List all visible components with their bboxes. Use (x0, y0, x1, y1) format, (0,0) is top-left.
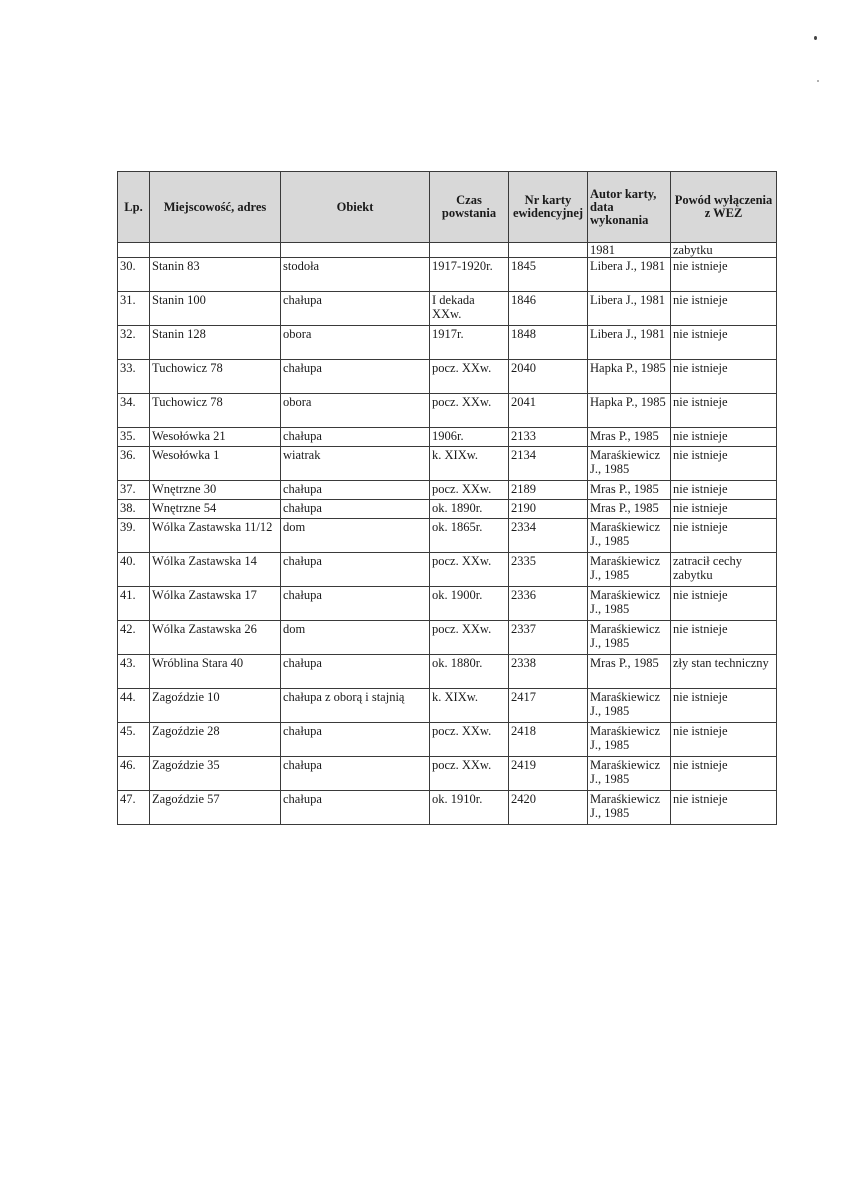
table-row (118, 258, 777, 292)
table-row (118, 621, 777, 655)
header-date: Czas powstania (430, 172, 509, 243)
cell-date: k. XIXw. (430, 689, 509, 723)
cell-author: Maraśkiewicz J., 1985 (588, 447, 671, 481)
cell-author: 1981 (588, 243, 671, 258)
cell-location: Stanin 100 (150, 292, 281, 326)
cell-object: chałupa (281, 757, 430, 791)
cell-lp: 32. (118, 326, 150, 360)
cell-card-number: 2189 (509, 481, 588, 500)
cell-author: Maraśkiewicz J., 1985 (588, 689, 671, 723)
cell-author: Maraśkiewicz J., 1985 (588, 553, 671, 587)
cell-author: Mras P., 1985 (588, 500, 671, 519)
cell-lp: 36. (118, 447, 150, 481)
cell-object: obora (281, 394, 430, 428)
table-row (118, 428, 777, 447)
cell-location: Wróblina Stara 40 (150, 655, 281, 689)
cell-author: Mras P., 1985 (588, 481, 671, 500)
cell-lp: 46. (118, 757, 150, 791)
table-row (118, 360, 777, 394)
cell-object: obora (281, 326, 430, 360)
cell-card-number: 2338 (509, 655, 588, 689)
cell-date (430, 243, 509, 258)
cell-date: k. XIXw. (430, 447, 509, 481)
cell-object: chałupa (281, 723, 430, 757)
cell-reason: nie istnieje (671, 791, 777, 825)
cell-object: dom (281, 519, 430, 553)
cell-reason: zły stan techniczny (671, 655, 777, 689)
header-reason: Powód wyłączenia z WEZ (671, 172, 777, 243)
cell-lp: 38. (118, 500, 150, 519)
cell-reason: nie istnieje (671, 689, 777, 723)
cell-lp: 34. (118, 394, 150, 428)
cell-card-number: 2040 (509, 360, 588, 394)
cell-author: Libera J., 1981 (588, 258, 671, 292)
cell-date: I dekada XXw. (430, 292, 509, 326)
table-row (118, 500, 777, 519)
cell-reason: zabytku (671, 243, 777, 258)
cell-author: Libera J., 1981 (588, 292, 671, 326)
cell-location: Tuchowicz 78 (150, 360, 281, 394)
cell-card-number: 2334 (509, 519, 588, 553)
cell-date: ok. 1910r. (430, 791, 509, 825)
cell-location: Tuchowicz 78 (150, 394, 281, 428)
cell-location: Wesołówka 21 (150, 428, 281, 447)
cell-date: pocz. XXw. (430, 481, 509, 500)
cell-author: Hapka P., 1985 (588, 360, 671, 394)
table-row (118, 447, 777, 481)
table-row (118, 553, 777, 587)
cell-location: Zagoździe 57 (150, 791, 281, 825)
cell-card-number: 2190 (509, 500, 588, 519)
cell-date: 1906r. (430, 428, 509, 447)
cell-date: 1917-1920r. (430, 258, 509, 292)
cell-object (281, 243, 430, 258)
carryover-row (118, 243, 777, 258)
cell-lp: 44. (118, 689, 150, 723)
cell-location: Wesołówka 1 (150, 447, 281, 481)
cell-reason: nie istnieje (671, 447, 777, 481)
cell-card-number: 1845 (509, 258, 588, 292)
table-row (118, 757, 777, 791)
cell-date: ok. 1900r. (430, 587, 509, 621)
cell-lp: 31. (118, 292, 150, 326)
cell-location: Wólka Zastawska 26 (150, 621, 281, 655)
cell-object: chałupa (281, 655, 430, 689)
cell-reason: nie istnieje (671, 757, 777, 791)
cell-location: Wólka Zastawska 14 (150, 553, 281, 587)
header-author: Autor karty, data wykonania (588, 172, 671, 243)
cell-card-number: 2335 (509, 553, 588, 587)
table-row (118, 791, 777, 825)
cell-object: chałupa (281, 791, 430, 825)
cell-date: pocz. XXw. (430, 757, 509, 791)
cell-lp: 37. (118, 481, 150, 500)
cell-location: Wólka Zastawska 17 (150, 587, 281, 621)
table-row (118, 326, 777, 360)
table-row (118, 723, 777, 757)
cell-object: chałupa (281, 553, 430, 587)
cell-reason: nie istnieje (671, 621, 777, 655)
cell-card-number: 2336 (509, 587, 588, 621)
table-header-row (118, 172, 777, 243)
cell-date: 1917r. (430, 326, 509, 360)
cell-object: chałupa (281, 360, 430, 394)
cell-author: Maraśkiewicz J., 1985 (588, 723, 671, 757)
cell-location: Wólka Zastawska 11/12 (150, 519, 281, 553)
cell-object: stodoła (281, 258, 430, 292)
cell-card-number: 2420 (509, 791, 588, 825)
cell-card-number: 2417 (509, 689, 588, 723)
cell-object: chałupa (281, 587, 430, 621)
cell-object: dom (281, 621, 430, 655)
cell-location: Zagoździe 28 (150, 723, 281, 757)
header-object: Obiekt (281, 172, 430, 243)
cell-lp: 30. (118, 258, 150, 292)
cell-date: ok. 1890r. (430, 500, 509, 519)
cell-author: Hapka P., 1985 (588, 394, 671, 428)
table-row (118, 655, 777, 689)
cell-lp: 41. (118, 587, 150, 621)
cell-location: Stanin 83 (150, 258, 281, 292)
cell-object: chałupa z oborą i stajnią (281, 689, 430, 723)
scan-dot-mark (817, 80, 819, 82)
cell-card-number: 2418 (509, 723, 588, 757)
cell-author: Maraśkiewicz J., 1985 (588, 519, 671, 553)
cell-reason: nie istnieje (671, 428, 777, 447)
monument-exclusion-table (117, 171, 777, 825)
cell-object: chałupa (281, 428, 430, 447)
cell-lp (118, 243, 150, 258)
cell-reason: nie istnieje (671, 500, 777, 519)
cell-lp: 40. (118, 553, 150, 587)
cell-card-number (509, 243, 588, 258)
cell-author: Mras P., 1985 (588, 655, 671, 689)
header-location: Miejscowość, adres (150, 172, 281, 243)
cell-location: Wnętrzne 54 (150, 500, 281, 519)
cell-lp: 35. (118, 428, 150, 447)
table-row (118, 519, 777, 553)
header-card-number: Nr karty ewidencyjnej (509, 172, 588, 243)
cell-author: Maraśkiewicz J., 1985 (588, 621, 671, 655)
cell-date: pocz. XXw. (430, 394, 509, 428)
cell-card-number: 2419 (509, 757, 588, 791)
cell-object: chałupa (281, 481, 430, 500)
cell-location: Zagoździe 35 (150, 757, 281, 791)
table-row (118, 292, 777, 326)
cell-reason: nie istnieje (671, 326, 777, 360)
cell-reason: nie istnieje (671, 481, 777, 500)
cell-reason: nie istnieje (671, 258, 777, 292)
cell-author: Maraśkiewicz J., 1985 (588, 791, 671, 825)
cell-date: ok. 1880r. (430, 655, 509, 689)
cell-lp: 45. (118, 723, 150, 757)
cell-author: Maraśkiewicz J., 1985 (588, 757, 671, 791)
cell-lp: 39. (118, 519, 150, 553)
scan-dot-mark (814, 36, 817, 40)
cell-card-number: 1848 (509, 326, 588, 360)
table-row (118, 394, 777, 428)
cell-location: Stanin 128 (150, 326, 281, 360)
cell-date: pocz. XXw. (430, 360, 509, 394)
cell-date: pocz. XXw. (430, 621, 509, 655)
cell-author: Maraśkiewicz J., 1985 (588, 587, 671, 621)
cell-reason: nie istnieje (671, 394, 777, 428)
cell-reason: nie istnieje (671, 723, 777, 757)
cell-card-number: 2041 (509, 394, 588, 428)
cell-object: wiatrak (281, 447, 430, 481)
cell-reason: nie istnieje (671, 360, 777, 394)
cell-lp: 43. (118, 655, 150, 689)
cell-location (150, 243, 281, 258)
cell-reason: nie istnieje (671, 519, 777, 553)
cell-lp: 33. (118, 360, 150, 394)
cell-object: chałupa (281, 500, 430, 519)
table-row (118, 481, 777, 500)
cell-date: pocz. XXw. (430, 553, 509, 587)
cell-location: Wnętrzne 30 (150, 481, 281, 500)
cell-author: Libera J., 1981 (588, 326, 671, 360)
cell-card-number: 2134 (509, 447, 588, 481)
cell-reason: nie istnieje (671, 292, 777, 326)
cell-author: Mras P., 1985 (588, 428, 671, 447)
cell-date: pocz. XXw. (430, 723, 509, 757)
header-lp: Lp. (118, 172, 150, 243)
cell-reason: nie istnieje (671, 587, 777, 621)
cell-location: Zagoździe 10 (150, 689, 281, 723)
cell-card-number: 2337 (509, 621, 588, 655)
table-row (118, 587, 777, 621)
cell-card-number: 2133 (509, 428, 588, 447)
cell-reason: zatracił cechy zabytku (671, 553, 777, 587)
cell-date: ok. 1865r. (430, 519, 509, 553)
cell-lp: 47. (118, 791, 150, 825)
cell-object: chałupa (281, 292, 430, 326)
cell-card-number: 1846 (509, 292, 588, 326)
cell-lp: 42. (118, 621, 150, 655)
table-row (118, 689, 777, 723)
